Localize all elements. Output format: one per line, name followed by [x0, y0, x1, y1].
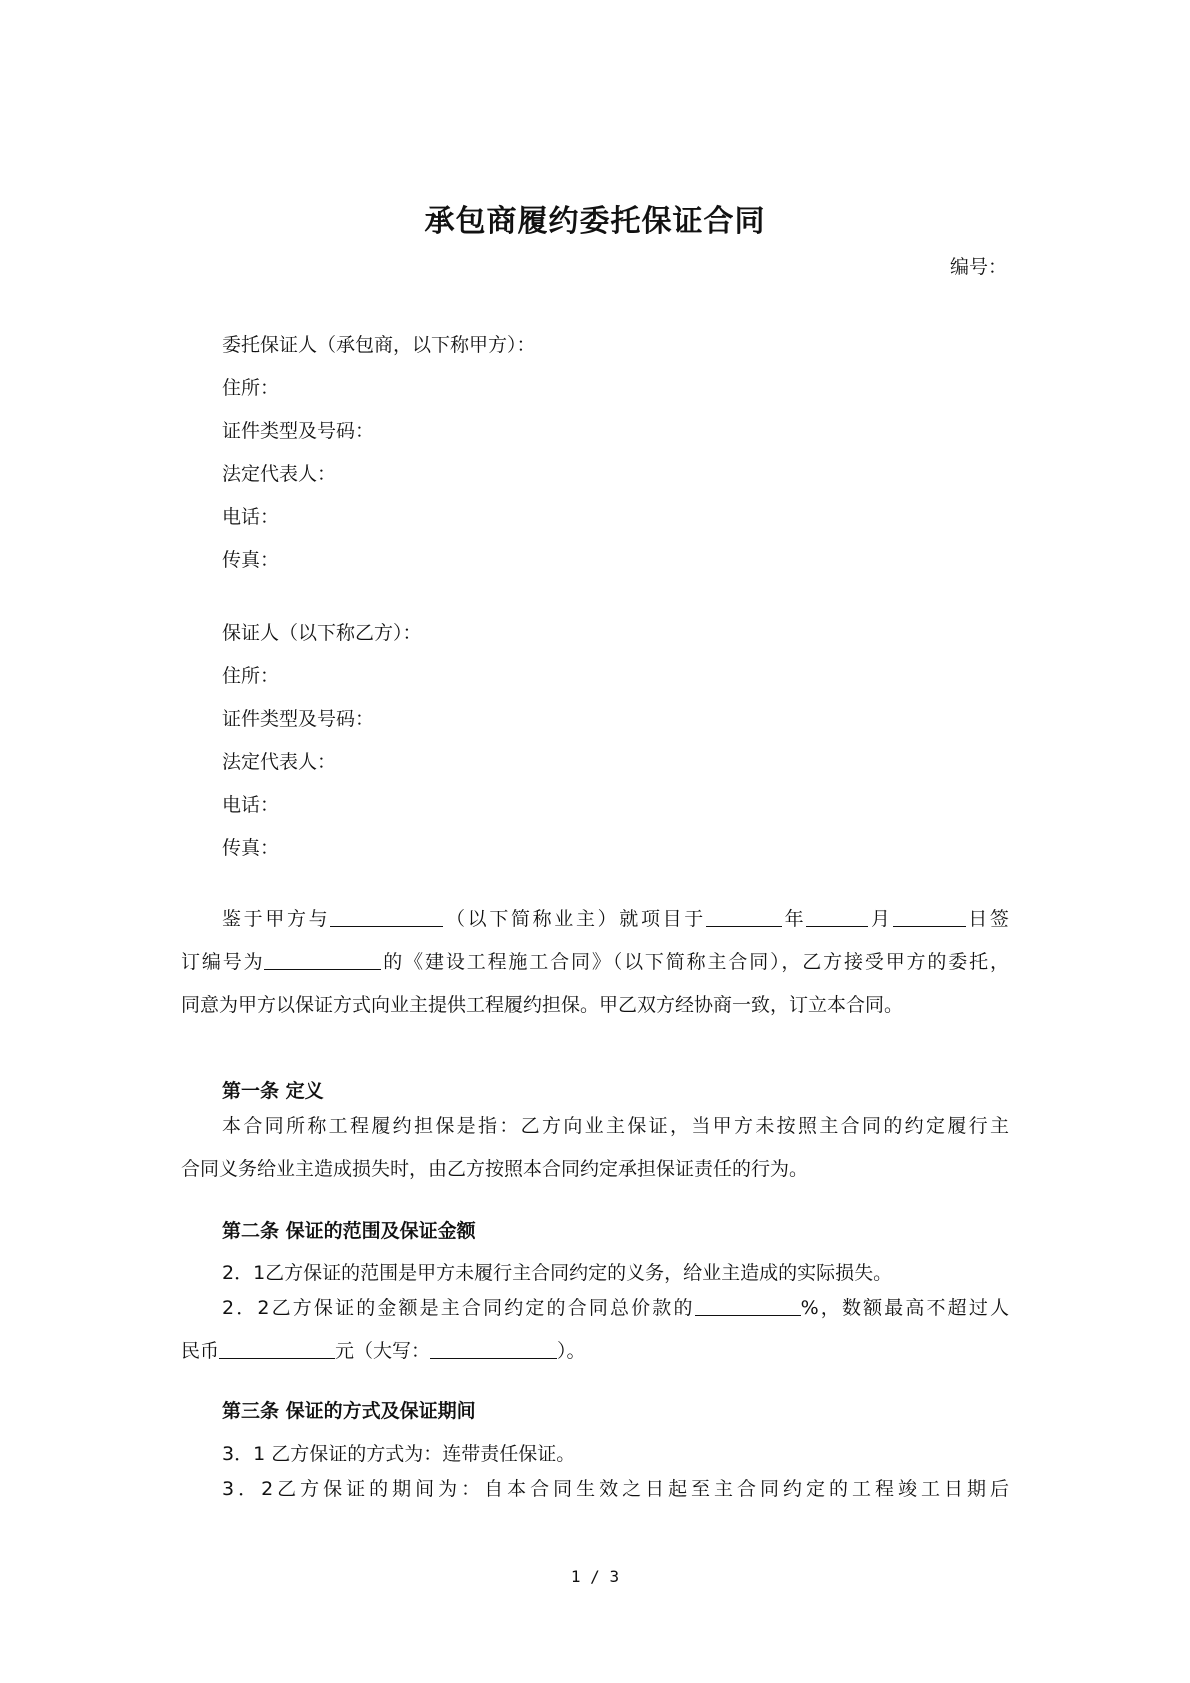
blank-day[interactable]	[893, 906, 966, 927]
party-a-phone: 电话：	[222, 506, 280, 528]
party-b-rep: 法定代表人：	[222, 751, 337, 773]
clause-2-2-line-2: 民币 元（大写： ）。	[181, 1340, 586, 1362]
article-1-body	[181, 1105, 1009, 1191]
clause-3-2-line-1: 3．2乙方保证的期间为：自本合同生效之日起至主合同约定的工程竣工日期后	[222, 1478, 1009, 1500]
blank-contract-number[interactable]	[264, 949, 381, 970]
blank-month[interactable]	[806, 906, 868, 927]
party-a-id: 证件类型及号码：	[222, 420, 375, 442]
clause-3-1: 3．1 乙方保证的方式为：连带责任保证。	[222, 1443, 576, 1465]
article-3-heading: 第三条 保证的方式及保证期间	[222, 1400, 476, 1422]
party-b-address: 住所：	[222, 665, 280, 687]
blank-amount-words[interactable]	[430, 1338, 557, 1359]
article-1-line-1: 本合同所称工程履约担保是指：乙方向业主保证，当甲方未按照主合同的约定履行主	[222, 1115, 1009, 1137]
party-b-fax: 传真：	[222, 837, 280, 859]
party-a-heading: 委托保证人（承包商，以下称甲方）：	[222, 334, 536, 356]
clause-2-2-line-1: 2．2乙方保证的金额是主合同约定的合同总价款的 %，数额最高不超过人	[222, 1297, 1009, 1319]
blank-amount[interactable]	[219, 1338, 335, 1359]
party-a-address: 住所：	[222, 377, 280, 399]
clause-3-2	[181, 1468, 1009, 1511]
party-b-id: 证件类型及号码：	[222, 708, 375, 730]
document-title: 承包商履约委托保证合同	[424, 204, 766, 239]
blank-owner[interactable]	[330, 906, 443, 927]
page-number: 1 / 3	[570, 1567, 620, 1586]
article-2-heading: 第二条 保证的范围及保证金额	[222, 1220, 476, 1242]
article-1-heading: 第一条 定义	[222, 1080, 324, 1102]
blank-percentage[interactable]	[695, 1295, 801, 1316]
preamble-line-2: 订编号为 的《建设工程施工合同》（以下简称主合同），乙方接受甲方的委托，	[181, 951, 1009, 973]
preamble-line-1: 鉴于甲方与 （以下简称业主）就项目于 年 月 日签	[222, 908, 1009, 930]
blank-year[interactable]	[706, 906, 782, 927]
clause-2-2	[181, 1287, 1009, 1373]
clause-2-1: 2．1乙方保证的范围是甲方未履行主合同约定的义务，给业主造成的实际损失。	[222, 1262, 893, 1284]
article-1-line-2: 合同义务给业主造成损失时，由乙方按照本合同约定承担保证责任的行为。	[181, 1158, 809, 1180]
party-a-rep: 法定代表人：	[222, 463, 337, 485]
preamble	[181, 898, 1009, 1027]
contract-number-label: 编号：	[950, 256, 1008, 278]
party-b-heading: 保证人（以下称乙方）：	[222, 622, 422, 644]
party-b-phone: 电话：	[222, 794, 280, 816]
party-a-fax: 传真：	[222, 549, 280, 571]
preamble-line-3: 同意为甲方以保证方式向业主提供工程履约担保。甲乙双方经协商一致，订立本合同。	[181, 994, 904, 1016]
